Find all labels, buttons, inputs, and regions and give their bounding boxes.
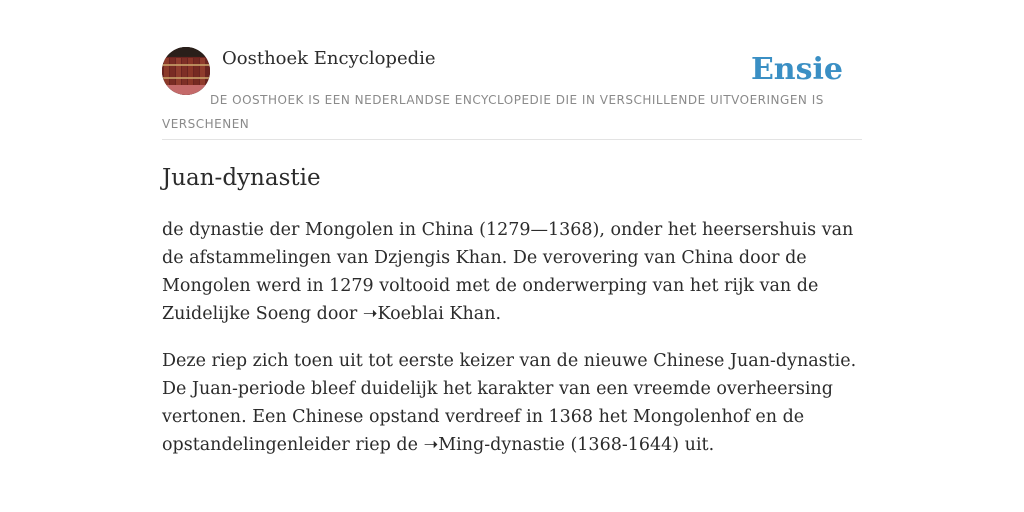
arrow-icon: ➝: [423, 435, 439, 455]
site-header: [162, 46, 862, 140]
xref-link-koeblai-khan[interactable]: [363, 304, 496, 324]
paragraph-text: (1368-1644) uit.: [564, 435, 715, 455]
article-paragraph: [162, 216, 862, 328]
paragraph-text: Deze riep zich toen uit tot eerste keizer van de nieuwe Chinese Juan-dynastie. De Juan-periode bleef duidelijk het karakter van een vreemde overheersing vertonen. Een Chinese opstand verdreef in 1368 het Mongolenhof en de opstandelingenleider riep de: [162, 351, 857, 455]
paragraph-text: de dynastie der Mongolen in China (1279—1368), onder het heersershuis van de afstammelingen van Dzjengis Khan. De verovering van China door de Mongolen werd in 1279 voltooid met de onderwerping van het rijk van de Zuidelijke Soeng door: [162, 220, 854, 324]
article-paragraph: [162, 347, 862, 459]
xref-link-ming-dynastie[interactable]: [424, 435, 565, 455]
link-text: Koeblai Khan: [377, 304, 496, 324]
arrow-icon: ➝: [362, 304, 378, 324]
brand-logo[interactable]: Ensie: [750, 52, 843, 87]
site-tagline: DE OOSTHOEK IS EEN NEDERLANDSE ENCYCLOPEDIE DIE IN VERSCHILLENDE UITVOERINGEN IS VERSCHENEN: [162, 93, 824, 131]
link-text: Ming-dynastie: [438, 435, 565, 455]
paragraph-text: .: [495, 304, 502, 324]
page-title: Juan-dynastie: [162, 165, 321, 191]
article: [162, 162, 862, 459]
site-name[interactable]: Oosthoek Encyclopedie: [222, 48, 436, 69]
